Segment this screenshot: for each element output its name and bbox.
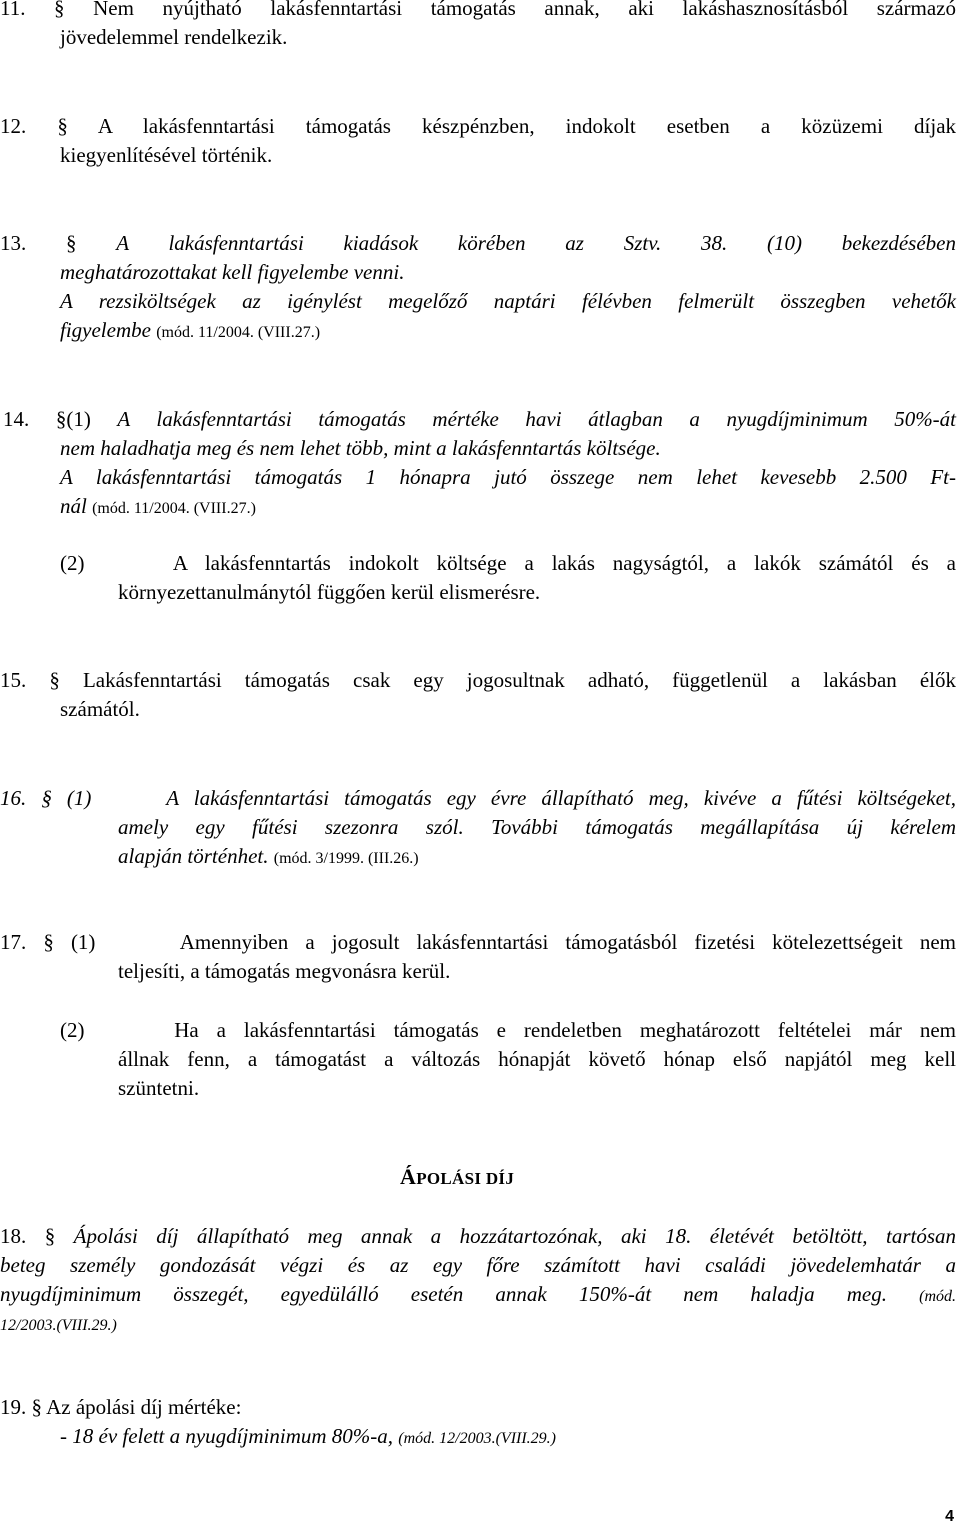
subsection-number: (2) xyxy=(60,1018,85,1042)
paragraph-number: 16. xyxy=(0,786,27,810)
paragraph-text-line: jövedelemmel rendelkezik. xyxy=(60,25,288,49)
paragraph-number: 19. xyxy=(0,1395,27,1419)
paragraph-number: 11. xyxy=(0,0,26,20)
paragraph-11 xyxy=(0,0,956,52)
paragraph-text-line: A rezsiköltségek az igénylést megelőző naptári félévben felmerült összegben vehetők xyxy=(60,289,956,313)
paragraph-text-line: A lakásfenntartási támogatás mértéke havi átlagban a nyugdíjminimum 50%-át xyxy=(117,407,957,431)
paragraph-text-line: nem haladhatja meg és nem lehet több, mint a lakásfenntartás költsége. xyxy=(60,436,661,460)
paragraph-text-line: nyugdíjminimum összegét, egyedülálló esetén annak 150%-át nem haladja meg. xyxy=(0,1282,887,1306)
paragraph-text-line: Amennyiben a jogosult lakásfenntartási támogatásból fizetési kötelezettségeit nem xyxy=(179,930,957,954)
paragraph-text-line: A lakásfenntartás indokolt költsége a lakás nagyságtól, a lakók számától és a xyxy=(172,551,957,575)
section-heading xyxy=(400,1164,514,1190)
paragraph-number: 18. xyxy=(0,1224,27,1248)
amendment-note: (mód. 11/2004. (VIII.27.) xyxy=(92,500,256,517)
paragraph-15 xyxy=(0,666,956,724)
paragraph-text-line: A lakásfenntartási támogatás egy évre állapítható meg, kivéve a fűtési költségeket, xyxy=(166,786,956,810)
subsection-number: (1) xyxy=(70,930,96,954)
paragraph-text-line: állnak fenn, a támogatást a változás hónapját követő hónap első napjától meg kell xyxy=(118,1047,956,1071)
paragraph-14 xyxy=(0,405,956,523)
amendment-note: 12/2003.(VIII.29.) xyxy=(0,1317,117,1334)
paragraph-number: 12. xyxy=(0,114,27,138)
paragraph-text-line: kiegyenlítésével történik. xyxy=(60,143,273,167)
paragraph-text-line: Nem nyújtható lakásfenntartási támogatás annak, aki lakáshasznosításból származó xyxy=(93,0,957,20)
paragraph-text-line: környezettanulmánytól függően kerül elismerésre. xyxy=(118,580,541,604)
paragraph-text-line: nál xyxy=(60,494,87,518)
amendment-note: (mód. 12/2003.(VIII.29.) xyxy=(398,1430,557,1447)
paragraph-text-line: meghatározottakat kell figyelembe venni. xyxy=(60,260,405,284)
paragraph-text-line: A lakásfenntartási kiadások körében az Sztv. 38. (10) bekezdésében xyxy=(116,231,956,255)
section-sign: § xyxy=(44,1224,56,1248)
subsection-number: (2) xyxy=(60,551,85,575)
heading-rest: POLÁSI DÍJ xyxy=(416,1169,515,1188)
paragraph-number: 15. xyxy=(0,668,27,692)
paragraph-text-line: szüntetni. xyxy=(118,1076,200,1100)
section-sign: § xyxy=(49,668,60,692)
paragraph-text-line: Lakásfenntartási támogatás csak egy jogosultnak adható, függetlenül a lakásban élők xyxy=(82,668,957,692)
section-sign: § xyxy=(43,930,54,954)
subsection-number: (1) xyxy=(66,407,91,431)
amendment-note: (mód. 3/1999. (III.26.) xyxy=(273,850,419,867)
paragraph-18 xyxy=(0,1222,956,1340)
section-sign: § xyxy=(54,0,65,20)
paragraph-text-line: Ápolási díj állapítható meg annak a hozzátartozónak, aki 18. életévét betöltött, tartósan xyxy=(73,1224,957,1248)
paragraph-text-line: figyelembe xyxy=(60,318,151,342)
paragraph-text-line: teljesíti, a támogatás megvonásra kerül. xyxy=(118,959,451,983)
section-sign: § xyxy=(55,407,67,431)
subsection-number: (1) xyxy=(66,786,92,810)
paragraph-text-line: A lakásfenntartási támogatás 1 hónapra jutó összege nem lehet kevesebb 2.500 Ft- xyxy=(60,465,956,489)
paragraph-14-subsection-2 xyxy=(60,549,956,607)
paragraph-number: 14. xyxy=(3,407,30,431)
paragraph-number: 17. xyxy=(0,930,27,954)
section-sign: § xyxy=(41,786,52,810)
paragraph-17 xyxy=(0,928,956,986)
paragraph-16 xyxy=(0,784,956,873)
section-sign: § xyxy=(57,114,68,138)
section-sign: § xyxy=(31,1395,42,1419)
paragraph-12 xyxy=(0,112,956,170)
page-number: 4 xyxy=(945,1508,954,1525)
paragraph-13 xyxy=(0,229,956,347)
amendment-note: (mód. 11/2004. (VIII.27.) xyxy=(156,324,321,341)
heading-initial: Á xyxy=(400,1164,417,1189)
paragraph-text-line: alapján történhet. xyxy=(118,844,269,868)
paragraph-text-line: amely egy fűtési szezonra szól. További támogatás megállapítása új kérelem xyxy=(118,815,956,839)
paragraph-19 xyxy=(0,1393,956,1453)
paragraph-number: 13. xyxy=(0,231,27,255)
amendment-note: (mód. xyxy=(919,1288,956,1305)
paragraph-text-line: beteg személy gondozását végzi és az egy főre számított havi családi jövedelemhatár a xyxy=(0,1253,956,1277)
paragraph-text-line: Ha a lakásfenntartási támogatás e rendeletben meghatározott feltételei már nem xyxy=(174,1018,957,1042)
paragraph-17-subsection-2 xyxy=(60,1016,956,1103)
paragraph-text-line: A lakásfenntartási támogatás készpénzben, indokolt esetben a közüzemi díjak xyxy=(97,114,957,138)
paragraph-text-line: Az ápolási díj mértéke: xyxy=(46,1395,242,1419)
paragraph-text-line: számától. xyxy=(60,697,140,721)
section-sign: § xyxy=(66,231,77,255)
paragraph-text-line: - 18 év felett a nyugdíjminimum 80%-a, xyxy=(60,1424,394,1448)
